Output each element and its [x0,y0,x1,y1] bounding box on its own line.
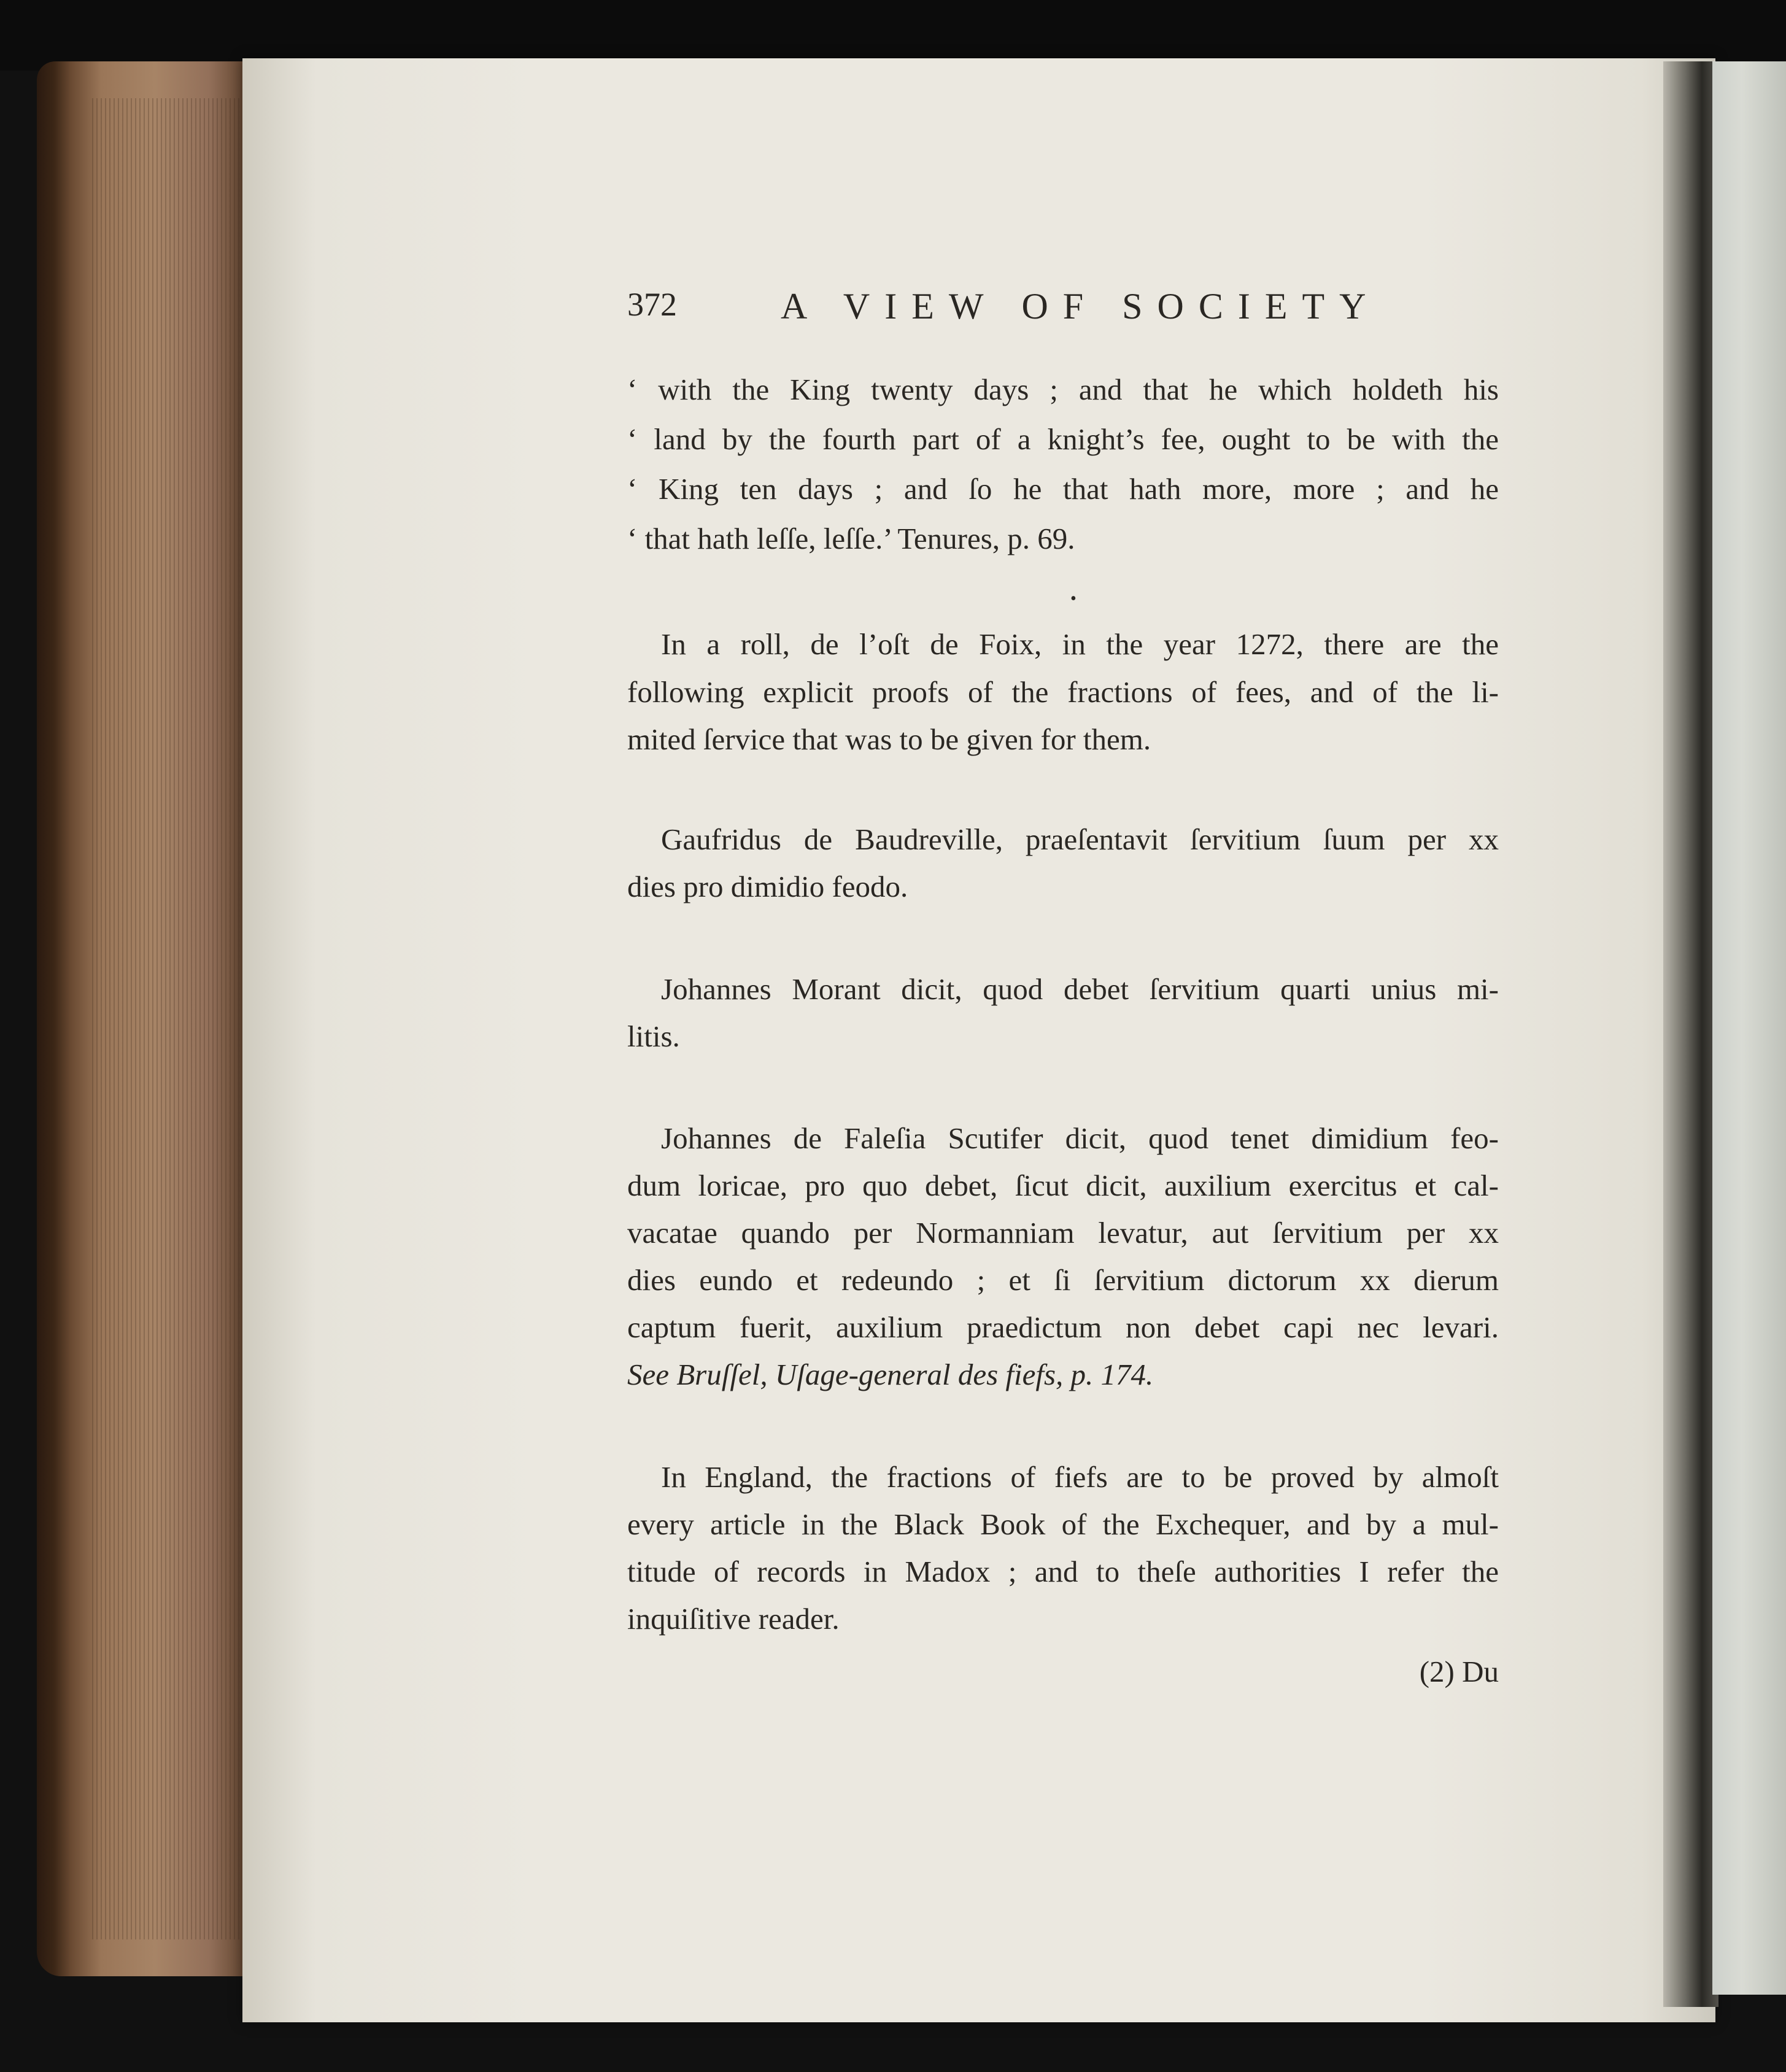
page-number: 372 [627,286,677,323]
text-line: dies pro dimidio feodo. [627,870,908,903]
text-line: Gaufridus de Baudreville, praeſentavit ſervitium ſuum per xx [661,822,1499,856]
text-line: mited ſervice that was to be given for them. [627,722,1151,756]
text-line: captum fuerit, auxilium praedictum non debet capi nec levari. [627,1310,1499,1344]
text-line: In England, the fractions of fiefs are to be proved by almoſt [661,1460,1499,1494]
ornament-mark: • [1070,589,1077,608]
text-line: dum loricae, pro quo debet, ſicut dicit, auxilium exercitus et cal- [627,1169,1499,1202]
text-line: litis. [627,1019,680,1053]
facing-page-edge [1712,61,1786,1995]
text-line: following explicit proofs of the fractions of fees, and of the li- [627,675,1499,709]
text-line: Johannes Morant dicit, quod debet ſervitium quarti unius mi- [661,972,1499,1006]
book-page-edges [37,61,252,1976]
text-line: inquiſitive reader. [627,1602,840,1636]
running-title: A VIEW OF SOCIETY [781,286,1381,327]
text-line: ‘ that hath leſſe, leſſe.’ Tenures, p. 69. [627,522,1075,555]
page-header [627,285,1499,328]
page-edge-lines [92,98,245,1939]
text-line: vacatae quando per Normanniam levatur, aut ſervitium per xx [627,1216,1499,1250]
book-gutter [1663,61,1718,2007]
text-line: See Bruſſel, Uſage-general des fiefs, p. 174. [627,1358,1154,1391]
text-line: every article in the Black Book of the Exchequer, and by a mul- [627,1507,1499,1541]
text-line: ‘ with the King twenty days ; and that he which holdeth his [627,373,1499,406]
text-line: dies eundo et redeundo ; et ſi ſervitium dictorum xx dierum [627,1263,1499,1297]
text-line: ‘ land by the fourth part of a knight’s fee, ought to be with the [627,422,1499,456]
text-line: In a roll, de l’oſt de Foix, in the year 1272, there are the [661,627,1499,661]
text-line: titude of records in Madox ; and to theſe authorities I refer the [627,1555,1499,1588]
text-line: ‘ King ten days ; and ſo he that hath more, more ; and he [627,472,1499,506]
text-line: Johannes de Faleſia Scutifer dicit, quod tenet dimidium feo- [661,1121,1499,1155]
catchword: (2) Du [1419,1655,1499,1688]
